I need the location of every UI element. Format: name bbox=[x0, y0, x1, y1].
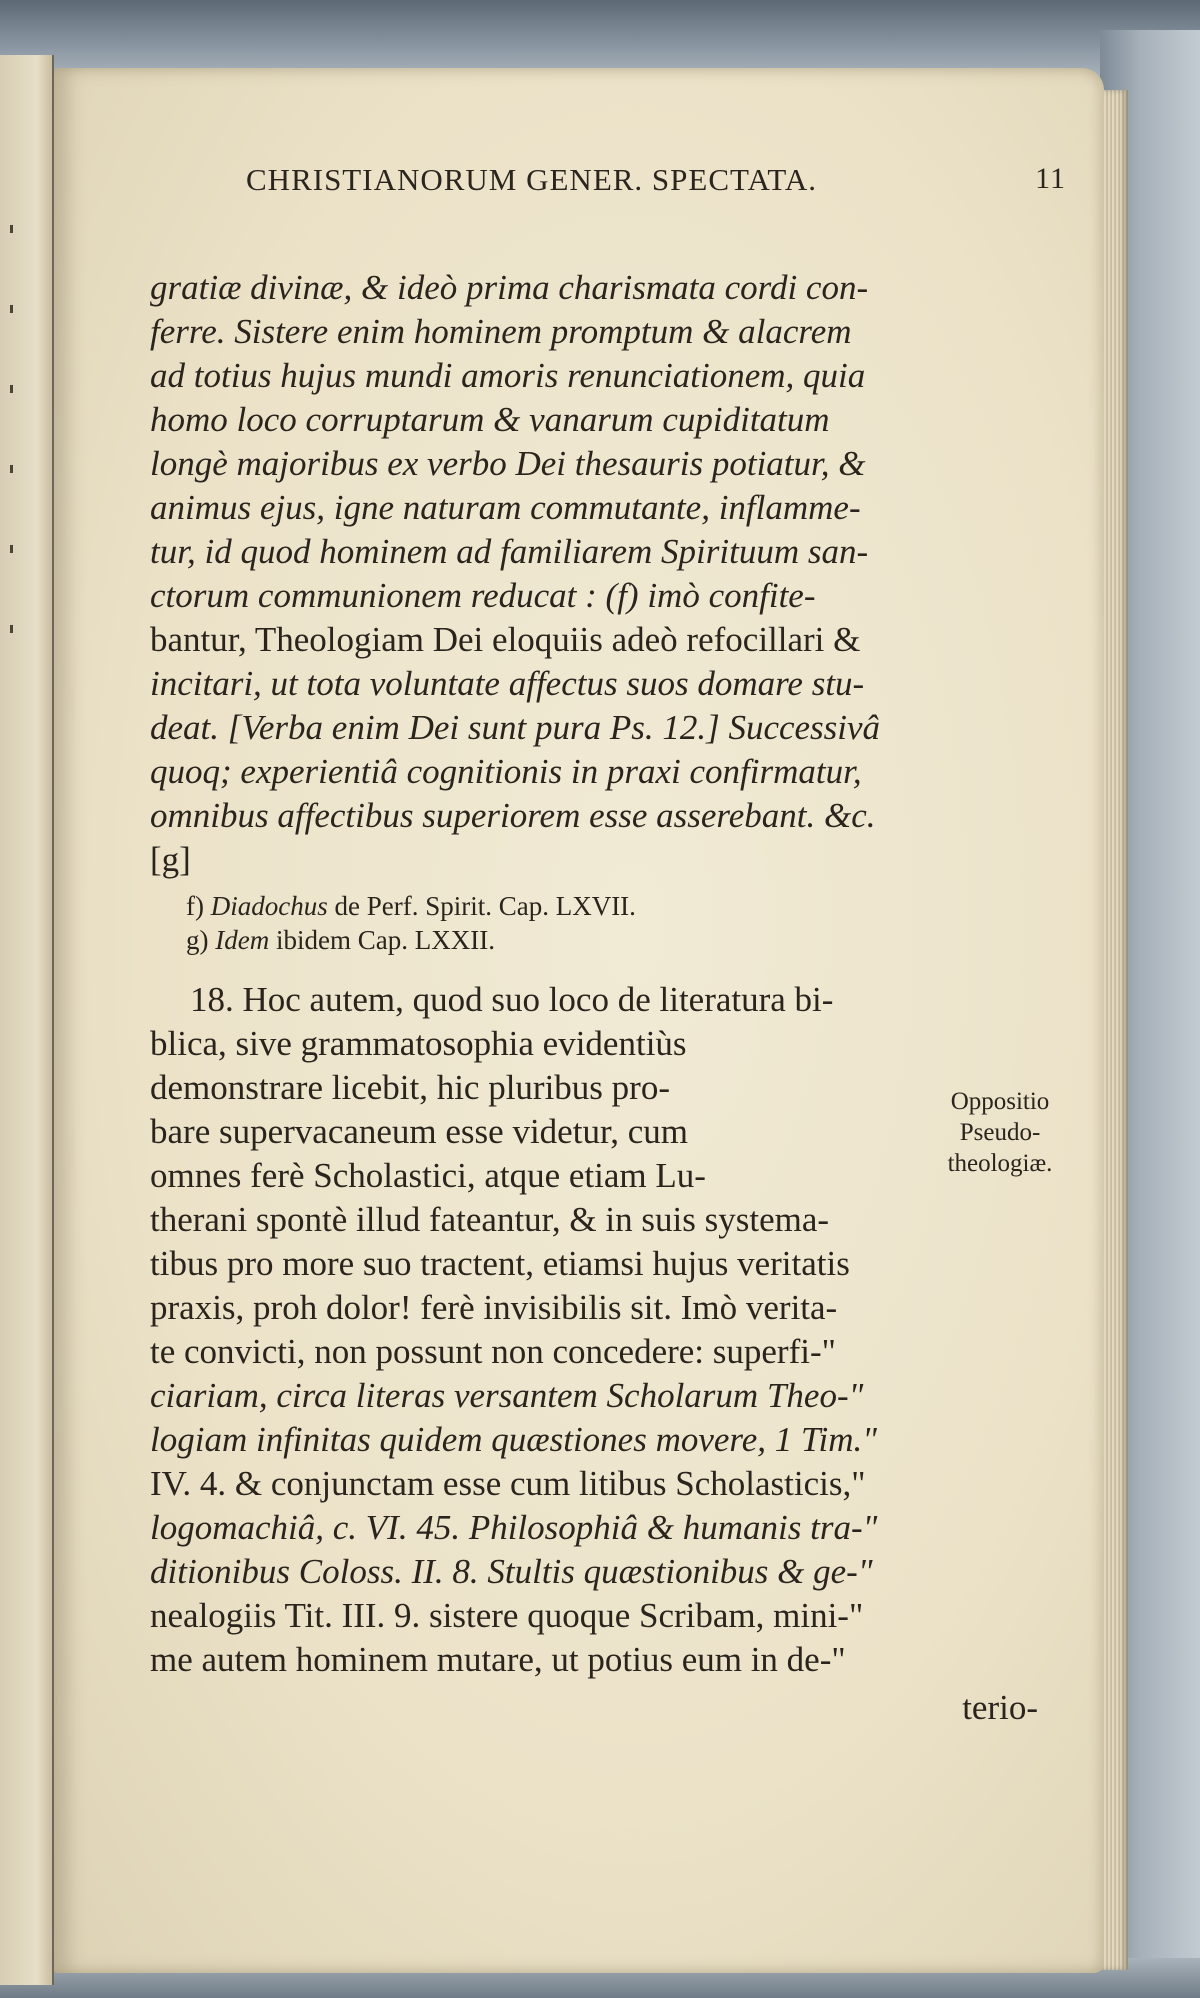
text-line: ferre. Sistere enim hominem promptum & alacrem bbox=[150, 312, 852, 351]
text-line: deat. [Verba enim Dei sunt pura Ps. 12.] Successivâ bbox=[150, 708, 881, 747]
paragraph-line: ciariam, circa literas versantem Scholarum Theo-" bbox=[150, 1376, 864, 1415]
margin-note-line: Pseudo- bbox=[959, 1119, 1041, 1146]
text-line: [g] bbox=[150, 840, 191, 879]
text-line: tur, id quod hominem ad familiarem Spirituum san- bbox=[150, 532, 869, 571]
paragraph-line: IV. 4. & conjunctam esse cum litibus Scholasticis," bbox=[150, 1464, 866, 1503]
footnote bbox=[186, 924, 495, 956]
footnote-author: Idem bbox=[215, 925, 270, 955]
text-line: longè majoribus ex verbo Dei thesauris potiatur, & bbox=[150, 444, 866, 483]
paragraph-line: omnes ferè Scholastici, atque etiam Lu- bbox=[150, 1156, 706, 1195]
paragraph-line: logomachiâ, c. VI. 45. Philosophiâ & humanis tra-" bbox=[150, 1508, 878, 1547]
catchword: terio- bbox=[962, 1688, 1038, 1727]
paragraph-line: praxis, proh dolor! ferè invisibilis sit. Imò verita- bbox=[150, 1288, 838, 1327]
page-fore-edge bbox=[1100, 90, 1128, 1970]
footnote bbox=[186, 890, 636, 922]
text-line: homo loco corruptarum & vanarum cupiditatum bbox=[150, 400, 830, 439]
text-line: bantur, Theologiam Dei eloquiis adeò refocillari & bbox=[150, 620, 861, 659]
text-line: ctorum communionem reducat : (f) imò confite- bbox=[150, 576, 816, 615]
paragraph-line: demonstrare licebit, hic pluribus pro- bbox=[150, 1068, 670, 1107]
paragraph-line: tibus pro more suo tractent, etiamsi hujus veritatis bbox=[150, 1244, 850, 1283]
text-line: ad totius hujus mundi amoris renunciationem, quia bbox=[150, 356, 866, 395]
paragraph-line: bare supervacaneum esse videtur, cum bbox=[150, 1112, 688, 1151]
paragraph-line: te convicti, non possunt non concedere: superfi-" bbox=[150, 1332, 836, 1371]
footnote-text: ibidem Cap. LXXII. bbox=[275, 925, 495, 955]
margin-note-line: theologiæ. bbox=[947, 1150, 1053, 1177]
paragraph-line: nealogiis Tit. III. 9. sistere quoque Scribam, mini-" bbox=[150, 1596, 864, 1635]
footnote-author: Diadochus bbox=[210, 891, 328, 921]
footnote-mark: g) bbox=[186, 925, 209, 955]
paragraph-line: logiam infinitas quidem quæstiones movere, 1 Tim." bbox=[150, 1420, 878, 1459]
paragraph-line: 18. Hoc autem, quod suo loco de literatura bi- bbox=[190, 980, 834, 1019]
page-number: 11 bbox=[1035, 162, 1066, 195]
book-page bbox=[54, 68, 1104, 1973]
paragraph-line: me autem hominem mutare, ut potius eum in de-" bbox=[150, 1640, 846, 1679]
paragraph-line: ditionibus Coloss. II. 8. Stultis quæstionibus & ge-" bbox=[150, 1552, 873, 1591]
margin-note-line: Oppositio bbox=[950, 1088, 1050, 1115]
text-line: omnibus affectibus superiorem esse asserebant. &c. bbox=[150, 796, 876, 835]
text-line: incitari, ut tota voluntate affectus suos domare stu- bbox=[150, 664, 865, 703]
paragraph-line: blica, sive grammatosophia evidentiùs bbox=[150, 1024, 687, 1063]
text-line: quoq; experientiâ cognitionis in praxi confirmatur, bbox=[150, 752, 862, 791]
facing-page-edge bbox=[0, 55, 54, 1985]
running-head-title: CHRISTIANORUM GENER. SPECTATA. bbox=[246, 162, 818, 197]
margin-note bbox=[930, 1086, 1070, 1179]
text-line: animus ejus, igne naturam commutante, inflamme- bbox=[150, 488, 861, 527]
footnote-mark: f) bbox=[186, 891, 204, 921]
paragraph-line: therani spontè illud fateantur, & in suis systema- bbox=[150, 1200, 830, 1239]
text-line: gratiæ divinæ, & ideò prima charismata cordi con- bbox=[150, 268, 869, 307]
footnote-text: de Perf. Spirit. Cap. LXVII. bbox=[334, 891, 636, 921]
